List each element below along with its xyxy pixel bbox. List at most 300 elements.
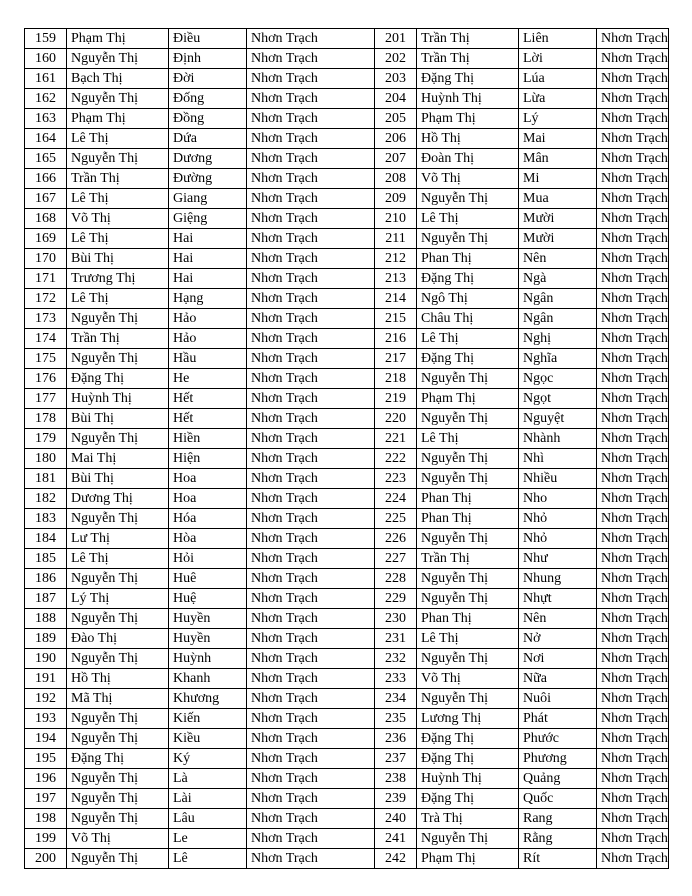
left-surname-cell: Nguyễn Thị [67,569,169,589]
table-row [25,429,669,449]
right-place-cell: Nhơn Trạch [597,629,669,649]
right-surname-cell: Nguyễn Thị [417,689,519,709]
right-given-name-cell: Nhiều [519,469,597,489]
left-row-number: 179 [25,429,67,449]
right-row-number: 226 [375,529,417,549]
right-surname-cell: Châu Thị [417,309,519,329]
left-given-name-cell: Hảo [169,309,247,329]
right-given-name-cell: Rang [519,809,597,829]
right-place-cell: Nhơn Trạch [597,669,669,689]
right-surname-cell: Nguyễn Thị [417,589,519,609]
left-place-cell: Nhơn Trạch [247,769,375,789]
right-surname-cell: Trần Thị [417,49,519,69]
right-surname-cell: Nguyễn Thị [417,409,519,429]
left-given-name-cell: Lâu [169,809,247,829]
left-surname-cell: Nguyễn Thị [67,89,169,109]
right-surname-cell: Huỳnh Thị [417,89,519,109]
left-place-cell: Nhơn Trạch [247,409,375,429]
left-row-number: 159 [25,29,67,49]
right-surname-cell: Hồ Thị [417,129,519,149]
right-surname-cell: Nguyễn Thị [417,469,519,489]
right-given-name-cell: Ngà [519,269,597,289]
left-row-number: 192 [25,689,67,709]
left-surname-cell: Nguyễn Thị [67,429,169,449]
left-surname-cell: Nguyễn Thị [67,309,169,329]
right-given-name-cell: Nữa [519,669,597,689]
left-place-cell: Nhơn Trạch [247,369,375,389]
left-row-number: 170 [25,249,67,269]
name-list-table [24,28,669,869]
left-surname-cell: Võ Thị [67,829,169,849]
left-row-number: 197 [25,789,67,809]
left-given-name-cell: Là [169,769,247,789]
left-place-cell: Nhơn Trạch [247,149,375,169]
left-row-number: 193 [25,709,67,729]
left-given-name-cell: Điều [169,29,247,49]
left-place-cell: Nhơn Trạch [247,549,375,569]
left-row-number: 166 [25,169,67,189]
table-row [25,729,669,749]
left-given-name-cell: He [169,369,247,389]
right-surname-cell: Phan Thị [417,249,519,269]
right-given-name-cell: Mi [519,169,597,189]
right-row-number: 230 [375,609,417,629]
right-row-number: 238 [375,769,417,789]
right-given-name-cell: Rằng [519,829,597,849]
table-row [25,309,669,329]
right-place-cell: Nhơn Trạch [597,569,669,589]
table-row [25,709,669,729]
right-place-cell: Nhơn Trạch [597,349,669,369]
table-row [25,529,669,549]
right-row-number: 236 [375,729,417,749]
left-surname-cell: Nguyễn Thị [67,149,169,169]
right-surname-cell: Nguyễn Thị [417,829,519,849]
left-given-name-cell: Hoa [169,469,247,489]
table-row [25,29,669,49]
left-row-number: 178 [25,409,67,429]
left-surname-cell: Lê Thị [67,189,169,209]
table-row [25,609,669,629]
left-place-cell: Nhơn Trạch [247,229,375,249]
left-row-number: 172 [25,289,67,309]
left-row-number: 167 [25,189,67,209]
left-surname-cell: Đặng Thị [67,369,169,389]
left-row-number: 199 [25,829,67,849]
left-place-cell: Nhơn Trạch [247,189,375,209]
left-surname-cell: Nguyễn Thị [67,769,169,789]
left-surname-cell: Phạm Thị [67,109,169,129]
left-surname-cell: Dương Thị [67,489,169,509]
right-given-name-cell: Lời [519,49,597,69]
left-row-number: 171 [25,269,67,289]
right-surname-cell: Võ Thị [417,169,519,189]
left-surname-cell: Bùi Thị [67,409,169,429]
right-surname-cell: Phạm Thị [417,389,519,409]
right-place-cell: Nhơn Trạch [597,489,669,509]
right-given-name-cell: Nghĩa [519,349,597,369]
right-row-number: 224 [375,489,417,509]
left-row-number: 182 [25,489,67,509]
right-given-name-cell: Nở [519,629,597,649]
left-place-cell: Nhơn Trạch [247,429,375,449]
left-surname-cell: Nguyễn Thị [67,509,169,529]
left-place-cell: Nhơn Trạch [247,249,375,269]
left-place-cell: Nhơn Trạch [247,629,375,649]
left-surname-cell: Trần Thị [67,169,169,189]
left-place-cell: Nhơn Trạch [247,309,375,329]
right-place-cell: Nhơn Trạch [597,789,669,809]
right-row-number: 234 [375,689,417,709]
right-place-cell: Nhơn Trạch [597,449,669,469]
right-surname-cell: Lê Thị [417,329,519,349]
right-place-cell: Nhơn Trạch [597,69,669,89]
left-surname-cell: Bùi Thị [67,249,169,269]
right-place-cell: Nhơn Trạch [597,429,669,449]
left-surname-cell: Huỳnh Thị [67,389,169,409]
table-row [25,589,669,609]
right-surname-cell: Phan Thị [417,509,519,529]
table-row [25,209,669,229]
right-place-cell: Nhơn Trạch [597,289,669,309]
left-row-number: 198 [25,809,67,829]
right-given-name-cell: Lý [519,109,597,129]
left-surname-cell: Đào Thị [67,629,169,649]
left-given-name-cell: Huỳnh [169,649,247,669]
right-place-cell: Nhơn Trạch [597,369,669,389]
right-place-cell: Nhơn Trạch [597,729,669,749]
left-row-number: 189 [25,629,67,649]
left-surname-cell: Lê Thị [67,289,169,309]
right-given-name-cell: Nuôi [519,689,597,709]
right-row-number: 232 [375,649,417,669]
left-surname-cell: Mã Thị [67,689,169,709]
right-surname-cell: Ngô Thị [417,289,519,309]
right-place-cell: Nhơn Trạch [597,709,669,729]
right-given-name-cell: Mân [519,149,597,169]
right-row-number: 240 [375,809,417,829]
right-row-number: 201 [375,29,417,49]
right-surname-cell: Trần Thị [417,29,519,49]
left-row-number: 168 [25,209,67,229]
table-row [25,349,669,369]
left-place-cell: Nhơn Trạch [247,829,375,849]
right-row-number: 210 [375,209,417,229]
left-surname-cell: Lý Thị [67,589,169,609]
right-row-number: 219 [375,389,417,409]
table-row [25,489,669,509]
right-row-number: 242 [375,849,417,869]
left-given-name-cell: Kiến [169,709,247,729]
right-given-name-cell: Lúa [519,69,597,89]
right-place-cell: Nhơn Trạch [597,809,669,829]
left-row-number: 161 [25,69,67,89]
right-given-name-cell: Nhì [519,449,597,469]
table-row [25,69,669,89]
right-given-name-cell: Liên [519,29,597,49]
left-row-number: 195 [25,749,67,769]
left-given-name-cell: Huê [169,569,247,589]
left-surname-cell: Nguyễn Thị [67,609,169,629]
right-row-number: 212 [375,249,417,269]
right-row-number: 227 [375,549,417,569]
left-given-name-cell: Giệng [169,209,247,229]
table-row [25,129,669,149]
table-row [25,649,669,669]
left-given-name-cell: Đời [169,69,247,89]
table-row [25,829,669,849]
table-row [25,289,669,309]
table-row [25,89,669,109]
right-row-number: 217 [375,349,417,369]
left-place-cell: Nhơn Trạch [247,689,375,709]
right-row-number: 239 [375,789,417,809]
left-surname-cell: Nguyễn Thị [67,849,169,869]
left-given-name-cell: Le [169,829,247,849]
left-given-name-cell: Đồng [169,109,247,129]
right-surname-cell: Huỳnh Thị [417,769,519,789]
right-place-cell: Nhơn Trạch [597,109,669,129]
left-place-cell: Nhơn Trạch [247,509,375,529]
right-place-cell: Nhơn Trạch [597,189,669,209]
left-row-number: 165 [25,149,67,169]
left-row-number: 169 [25,229,67,249]
left-place-cell: Nhơn Trạch [247,129,375,149]
left-given-name-cell: Hiền [169,429,247,449]
table-row [25,569,669,589]
right-given-name-cell: Quảng [519,769,597,789]
right-place-cell: Nhơn Trạch [597,689,669,709]
left-row-number: 162 [25,89,67,109]
right-given-name-cell: Lừa [519,89,597,109]
table-row [25,229,669,249]
right-place-cell: Nhơn Trạch [597,229,669,249]
right-row-number: 207 [375,149,417,169]
left-given-name-cell: Hết [169,409,247,429]
right-row-number: 215 [375,309,417,329]
right-surname-cell: Đặng Thị [417,789,519,809]
right-given-name-cell: Nhành [519,429,597,449]
left-surname-cell: Lê Thị [67,549,169,569]
left-surname-cell: Trương Thị [67,269,169,289]
table-row [25,629,669,649]
table-row [25,389,669,409]
left-row-number: 174 [25,329,67,349]
table-row [25,249,669,269]
right-place-cell: Nhơn Trạch [597,749,669,769]
right-row-number: 228 [375,569,417,589]
left-surname-cell: Bùi Thị [67,469,169,489]
left-given-name-cell: Hỏi [169,549,247,569]
right-given-name-cell: Ngân [519,289,597,309]
left-given-name-cell: Hầu [169,349,247,369]
table-row [25,329,669,349]
left-surname-cell: Phạm Thị [67,29,169,49]
table-row [25,549,669,569]
left-given-name-cell: Hòa [169,529,247,549]
left-given-name-cell: Đường [169,169,247,189]
table-row [25,269,669,289]
left-given-name-cell: Giang [169,189,247,209]
right-surname-cell: Võ Thị [417,669,519,689]
right-surname-cell: Lương Thị [417,709,519,729]
left-row-number: 177 [25,389,67,409]
right-row-number: 205 [375,109,417,129]
right-surname-cell: Đặng Thị [417,749,519,769]
left-place-cell: Nhơn Trạch [247,589,375,609]
right-place-cell: Nhơn Trạch [597,129,669,149]
right-place-cell: Nhơn Trạch [597,609,669,629]
left-place-cell: Nhơn Trạch [247,809,375,829]
left-surname-cell: Nguyễn Thị [67,809,169,829]
left-surname-cell: Bạch Thị [67,69,169,89]
left-place-cell: Nhơn Trạch [247,749,375,769]
left-given-name-cell: Hết [169,389,247,409]
right-given-name-cell: Mai [519,129,597,149]
right-surname-cell: Nguyễn Thị [417,569,519,589]
left-row-number: 196 [25,769,67,789]
left-given-name-cell: Huyền [169,629,247,649]
right-row-number: 233 [375,669,417,689]
right-row-number: 218 [375,369,417,389]
table-row [25,189,669,209]
right-row-number: 208 [375,169,417,189]
left-place-cell: Nhơn Trạch [247,29,375,49]
table-row [25,449,669,469]
right-given-name-cell: Mua [519,189,597,209]
left-given-name-cell: Lài [169,789,247,809]
left-place-cell: Nhơn Trạch [247,729,375,749]
table-row [25,369,669,389]
right-place-cell: Nhơn Trạch [597,849,669,869]
right-row-number: 229 [375,589,417,609]
table-row [25,409,669,429]
left-place-cell: Nhơn Trạch [247,49,375,69]
right-place-cell: Nhơn Trạch [597,769,669,789]
left-given-name-cell: Ký [169,749,247,769]
left-given-name-cell: Khương [169,689,247,709]
left-row-number: 185 [25,549,67,569]
right-surname-cell: Trà Thị [417,809,519,829]
right-row-number: 216 [375,329,417,349]
left-row-number: 183 [25,509,67,529]
right-given-name-cell: Rít [519,849,597,869]
left-place-cell: Nhơn Trạch [247,789,375,809]
left-given-name-cell: Định [169,49,247,69]
left-given-name-cell: Hai [169,249,247,269]
right-place-cell: Nhơn Trạch [597,829,669,849]
table-row [25,789,669,809]
right-place-cell: Nhơn Trạch [597,649,669,669]
left-row-number: 186 [25,569,67,589]
left-place-cell: Nhơn Trạch [247,709,375,729]
left-given-name-cell: Hoa [169,489,247,509]
right-place-cell: Nhơn Trạch [597,529,669,549]
right-row-number: 213 [375,269,417,289]
left-surname-cell: Đặng Thị [67,749,169,769]
left-surname-cell: Lê Thị [67,229,169,249]
left-surname-cell: Nguyễn Thị [67,729,169,749]
right-surname-cell: Phạm Thị [417,849,519,869]
table-row [25,749,669,769]
right-place-cell: Nhơn Trạch [597,149,669,169]
left-place-cell: Nhơn Trạch [247,349,375,369]
table-row [25,769,669,789]
left-place-cell: Nhơn Trạch [247,569,375,589]
right-row-number: 211 [375,229,417,249]
left-surname-cell: Nguyễn Thị [67,349,169,369]
left-surname-cell: Nguyễn Thị [67,709,169,729]
right-given-name-cell: Phát [519,709,597,729]
right-place-cell: Nhơn Trạch [597,269,669,289]
right-place-cell: Nhơn Trạch [597,589,669,609]
right-row-number: 237 [375,749,417,769]
left-surname-cell: Nguyễn Thị [67,649,169,669]
right-row-number: 221 [375,429,417,449]
left-place-cell: Nhơn Trạch [247,669,375,689]
right-row-number: 231 [375,629,417,649]
left-surname-cell: Nguyễn Thị [67,789,169,809]
left-given-name-cell: Hai [169,269,247,289]
right-place-cell: Nhơn Trạch [597,469,669,489]
left-place-cell: Nhơn Trạch [247,289,375,309]
left-row-number: 180 [25,449,67,469]
left-place-cell: Nhơn Trạch [247,69,375,89]
right-surname-cell: Trần Thị [417,549,519,569]
right-row-number: 235 [375,709,417,729]
right-given-name-cell: Ngân [519,309,597,329]
left-given-name-cell: Dương [169,149,247,169]
left-place-cell: Nhơn Trạch [247,169,375,189]
right-surname-cell: Nguyễn Thị [417,529,519,549]
right-given-name-cell: Mười [519,209,597,229]
right-surname-cell: Lê Thị [417,209,519,229]
left-row-number: 200 [25,849,67,869]
left-place-cell: Nhơn Trạch [247,89,375,109]
left-given-name-cell: Hóa [169,509,247,529]
table-row [25,809,669,829]
right-row-number: 206 [375,129,417,149]
right-surname-cell: Nguyễn Thị [417,369,519,389]
left-row-number: 187 [25,589,67,609]
left-row-number: 188 [25,609,67,629]
left-given-name-cell: Hạng [169,289,247,309]
left-place-cell: Nhơn Trạch [247,329,375,349]
table-row [25,109,669,129]
right-given-name-cell: Nơi [519,649,597,669]
left-given-name-cell: Dứa [169,129,247,149]
left-row-number: 175 [25,349,67,369]
left-given-name-cell: Huyền [169,609,247,629]
right-place-cell: Nhơn Trạch [597,329,669,349]
left-row-number: 191 [25,669,67,689]
right-surname-cell: Đặng Thị [417,269,519,289]
right-row-number: 214 [375,289,417,309]
right-place-cell: Nhơn Trạch [597,309,669,329]
left-given-name-cell: Hai [169,229,247,249]
left-given-name-cell: Kiều [169,729,247,749]
left-surname-cell: Trần Thị [67,329,169,349]
right-given-name-cell: Như [519,549,597,569]
left-place-cell: Nhơn Trạch [247,209,375,229]
left-row-number: 163 [25,109,67,129]
left-given-name-cell: Hảo [169,329,247,349]
right-given-name-cell: Phước [519,729,597,749]
left-place-cell: Nhơn Trạch [247,469,375,489]
right-surname-cell: Nguyễn Thị [417,229,519,249]
right-given-name-cell: Nhỏ [519,509,597,529]
left-given-name-cell: Đống [169,89,247,109]
